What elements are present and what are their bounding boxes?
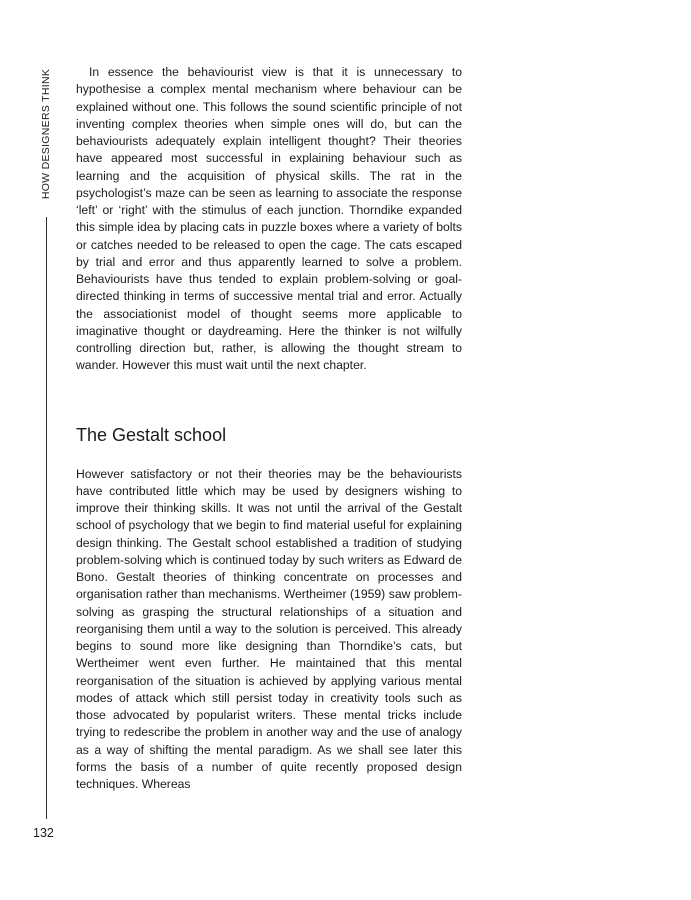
section-heading: The Gestalt school bbox=[76, 424, 227, 445]
body-text bbox=[76, 64, 462, 793]
page-number: 132 bbox=[33, 826, 54, 840]
paragraph-gestalt-school: However satisfactory or not their theories may be the behaviourists have contributed little which may be used by designers wishing to improve their thinking skills. It was not until the arrival of the Gestalt school of psychology that we begin to find material useful for explaining design thinking. The Gestalt school established a tradition of studying problem-solving which is continued today by such writers as Edward de Bono. Gestalt theories of thinking concentrate on processes and organisation rather than mechanisms. Wertheimer (1959) saw problem-solving as grasping the structural relationships of a situation and reorganising them until a way to the solution is perceived. This already begins to sound more like designing than Thorndike’s cats, but Wertheimer went even further. He maintained that this mental reorganisation of the situation is achieved by applying various mental modes of attack which still persist today in creativity tools such as those advocated by popularist writers. These mental tricks include trying to redescribe the problem in another way and the use of analogy as a way of shifting the mental paradigm. As we shall see later this forms the basis of a number of quite recently proposed design techniques. Whereas bbox=[76, 466, 462, 791]
margin-rule bbox=[46, 217, 47, 819]
running-head bbox=[39, 65, 53, 203]
running-head-text: HOW DESIGNERS THINK bbox=[40, 68, 52, 200]
paragraph-behaviourist-view: In essence the behaviourist view is that it is unnecessary to hypothesise a complex mental mechanism where behaviour can be explained without one. This follows the sound scientific principle of not inventing complex theories when simple ones will do, but can the behaviourists adequately explain intelligent thought? Their theories have appeared most successful in explaining behaviour such as learning and the acquisition of physical skills. The rat in the psychologist’s maze can be seen as learning to associate the response ‘left’ or ‘right’ with the stimulus of each junction. Thorndike expanded this simple idea by placing cats in puzzle boxes where a variety of bolts or catches needed to be released to open the cage. The cats escaped by trial and error and thus apparently learned to solve a problem. Behaviourists have thus tended to explain problem-solving or goal-directed thinking in terms of successive mental trial and error. Actually the associationist model of thought seems more applicable to imaginative thought or daydreaming. Here the thinker is not wilfully controlling direction but, rather, is allowing the thought stream to wander. However this must wait until the next chapter. bbox=[76, 65, 462, 373]
